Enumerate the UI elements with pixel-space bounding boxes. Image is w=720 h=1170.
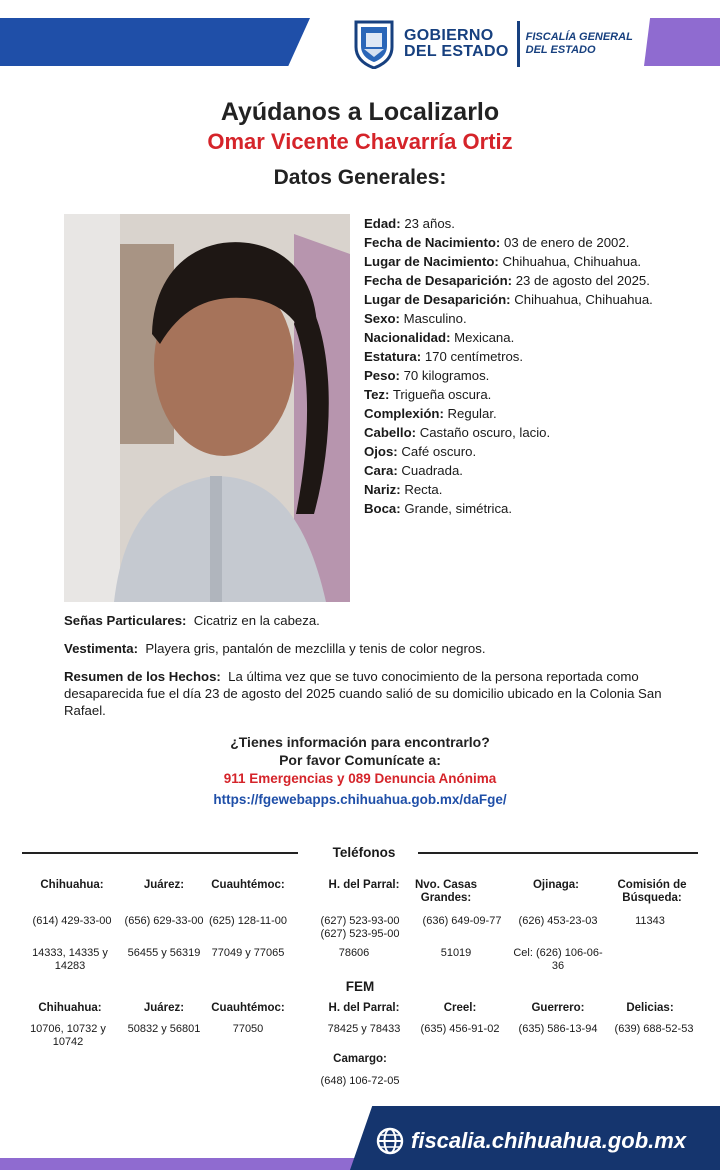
- fem-city-delicias: Delicias:: [626, 1002, 674, 1014]
- info-label: Boca:: [364, 501, 401, 516]
- tel-city-juarez: Juárez:: [143, 879, 185, 891]
- footer-site-label[interactable]: fiscalia.chihuahua.gob.mx: [411, 1128, 687, 1153]
- vestimenta: [64, 640, 684, 657]
- cta-question: ¿Tienes información para encontrarlo?: [230, 734, 490, 750]
- senas-label: Señas Particulares:: [64, 613, 187, 628]
- info-value: Masculino.: [403, 311, 467, 326]
- info-value: Chihuahua, Chihuahua.: [514, 292, 653, 307]
- section-title: Datos Generales:: [273, 166, 447, 189]
- footer-purple-band: [0, 1158, 360, 1170]
- info-label: Nacionalidad:: [364, 330, 451, 345]
- info-edad: [364, 214, 664, 233]
- telefonos-rule-left: [22, 852, 298, 854]
- fem-value-parral: 78425 y 78433: [327, 1023, 401, 1035]
- info-value: 170 centímetros.: [424, 349, 524, 364]
- info-estatura: [364, 347, 664, 366]
- senas-value: Cicatriz en la cabeza.: [193, 613, 320, 628]
- tel-phone-casas-grandes: (636) 649-09-77: [422, 915, 502, 927]
- info-boca: [364, 499, 664, 518]
- info-label: Lugar de Desaparición:: [364, 292, 511, 307]
- info-value: Grande, simétrica.: [404, 501, 513, 516]
- vestimenta-label: Vestimenta:: [64, 641, 139, 656]
- fem-title: FEM: [345, 979, 375, 994]
- info-label: Fecha de Desaparición:: [364, 273, 513, 288]
- gobierno-line2: DEL ESTADO: [404, 43, 509, 60]
- fem-city-juarez: Juárez:: [143, 1002, 185, 1014]
- state-shield-icon: [352, 19, 396, 69]
- info-label: Ojos:: [364, 444, 398, 459]
- info-label: Tez:: [364, 387, 390, 402]
- info-label: Edad:: [364, 216, 401, 231]
- info-lugar-nacimiento: [364, 252, 664, 271]
- info-value: 03 de enero de 2002.: [503, 235, 630, 250]
- resumen-hechos: [64, 668, 684, 719]
- info-value: 23 años.: [404, 216, 455, 231]
- tel-phone-ojinaga: (626) 453-23-03: [518, 915, 598, 927]
- info-peso: [364, 366, 664, 385]
- portrait-placeholder: [64, 214, 350, 602]
- fem-value-delicias: (639) 688-52-53: [614, 1023, 694, 1035]
- info-value: Cuadrada.: [401, 463, 463, 478]
- general-data-list: [364, 214, 664, 518]
- info-ojos: [364, 442, 664, 461]
- fem-value-chihuahua: 10706, 10732 y 10742: [30, 1023, 106, 1048]
- tel-city-chihuahua: Chihuahua:: [40, 879, 104, 891]
- telefonos-title: Teléfonos: [332, 845, 396, 860]
- info-nariz: [364, 480, 664, 499]
- info-label: Fecha de Nacimiento:: [364, 235, 501, 250]
- info-nacionalidad: [364, 328, 664, 347]
- page-title: Ayúdanos a Localizarlo: [220, 98, 500, 126]
- globe-icon: [376, 1127, 404, 1155]
- logo-separator: [517, 21, 520, 67]
- tel-ext-casas-grandes: 51019: [440, 947, 472, 959]
- tel-city-parral: H. del Parral:: [328, 879, 400, 891]
- tel-city-ojinaga: Ojinaga:: [532, 879, 579, 891]
- fem-city-parral: H. del Parral:: [328, 1002, 400, 1014]
- senas-particulares: [64, 612, 684, 629]
- gobierno-text: [404, 28, 509, 60]
- tel-city-comision: Comisión de Búsqueda:: [617, 879, 687, 904]
- government-logo: [352, 18, 633, 70]
- missing-person-name: Omar Vicente Chavarría Ortiz: [207, 129, 513, 154]
- info-cabello: [364, 423, 664, 442]
- fem-value-cuauhtemoc: 77050: [232, 1023, 264, 1035]
- fem-value-creel: (635) 456-91-02: [420, 1023, 500, 1035]
- info-value: Castaño oscuro, lacio.: [419, 425, 551, 440]
- tel-ext-parral: 78606: [338, 947, 370, 959]
- info-value: Trigueña oscura.: [392, 387, 492, 402]
- info-label: Estatura:: [364, 349, 422, 364]
- tel-ext-juarez: 56455 y 56319: [127, 947, 201, 959]
- tel-city-casas-grandes: Nvo. Casas Grandes:: [414, 879, 477, 904]
- tel-city-cuauhtemoc: Cuauhtémoc:: [211, 879, 285, 891]
- info-fecha-nacimiento: [364, 233, 664, 252]
- info-label: Complexión:: [364, 406, 444, 421]
- info-value: 23 de agosto del 2025.: [515, 273, 650, 288]
- fem-city-camargo: Camargo:: [333, 1053, 387, 1065]
- tel-ext-chihuahua: 14333, 14335 y 14283: [32, 947, 108, 972]
- fem-city-chihuahua: Chihuahua:: [38, 1002, 102, 1014]
- info-tez: [364, 385, 664, 404]
- fem-city-creel: Creel:: [443, 1002, 477, 1014]
- info-value: 70 kilogramos.: [403, 368, 490, 383]
- info-value: Café oscuro.: [401, 444, 477, 459]
- info-label: Cara:: [364, 463, 398, 478]
- telefonos-rule-right: [418, 852, 698, 854]
- resumen-value: La última vez que se tuvo conocimiento de la persona reportada como desaparecida fue el día 23 de agosto del 2025 cuando salió de su domicilio ubicado en la Colonia San Rafael.: [64, 669, 662, 718]
- info-label: Nariz:: [364, 482, 401, 497]
- fem-value-juarez: 50832 y 56801: [127, 1023, 201, 1035]
- fiscalia-line1: FISCALÍA GENERAL: [525, 31, 633, 43]
- info-fecha-desaparicion: [364, 271, 664, 290]
- info-value: Mexicana.: [454, 330, 515, 345]
- header-purple-band: [644, 18, 720, 66]
- info-sexo: [364, 309, 664, 328]
- tel-ext-ojinaga: Cel: (626) 106-06-36: [513, 947, 603, 972]
- tel-phone-juarez: (656) 629-33-00: [124, 915, 204, 927]
- info-label: Cabello:: [364, 425, 417, 440]
- tel-ext-cuauhtemoc: 77049 y 77065: [211, 947, 285, 959]
- cta-url-link[interactable]: https://fgewebapps.chihuahua.gob.mx/daFge/: [213, 792, 507, 807]
- info-value: Chihuahua, Chihuahua.: [502, 254, 642, 269]
- fem-value-guerrero: (635) 586-13-94: [518, 1023, 598, 1035]
- tel-phone-parral: (627) 523-93-00 (627) 523-95-00: [320, 915, 400, 940]
- fem-city-guerrero: Guerrero:: [531, 1002, 585, 1014]
- gobierno-line1: GOBIERNO: [404, 27, 494, 44]
- info-label: Sexo:: [364, 311, 400, 326]
- cta-contact: Por favor Comunícate a:: [279, 752, 441, 768]
- header-blue-band: [0, 18, 310, 66]
- info-label: Peso:: [364, 368, 400, 383]
- info-label: Lugar de Nacimiento:: [364, 254, 499, 269]
- fiscalia-text: [526, 31, 633, 57]
- cta-emergency-numbers: 911 Emergencias y 089 Denuncia Anónima: [223, 771, 497, 786]
- info-value: Regular.: [447, 406, 497, 421]
- missing-person-photo: [64, 214, 350, 602]
- fem-value-camargo: (648) 106-72-05: [320, 1075, 400, 1087]
- tel-phone-cuauhtemoc: (625) 128-11-00: [208, 915, 288, 927]
- fem-city-cuauhtemoc: Cuauhtémoc:: [211, 1002, 285, 1014]
- resumen-label: Resumen de los Hechos:: [64, 669, 221, 684]
- tel-phone-chihuahua: (614) 429-33-00: [32, 915, 112, 927]
- info-cara: [364, 461, 664, 480]
- footer-website[interactable]: [376, 1124, 686, 1158]
- fiscalia-line2: DEL ESTADO: [525, 44, 596, 56]
- info-complexion: [364, 404, 664, 423]
- info-value: Recta.: [404, 482, 443, 497]
- tel-phone-comision: 11343: [635, 915, 665, 927]
- vestimenta-value: Playera gris, pantalón de mezclilla y tenis de color negros.: [145, 641, 486, 656]
- info-lugar-desaparicion: [364, 290, 664, 309]
